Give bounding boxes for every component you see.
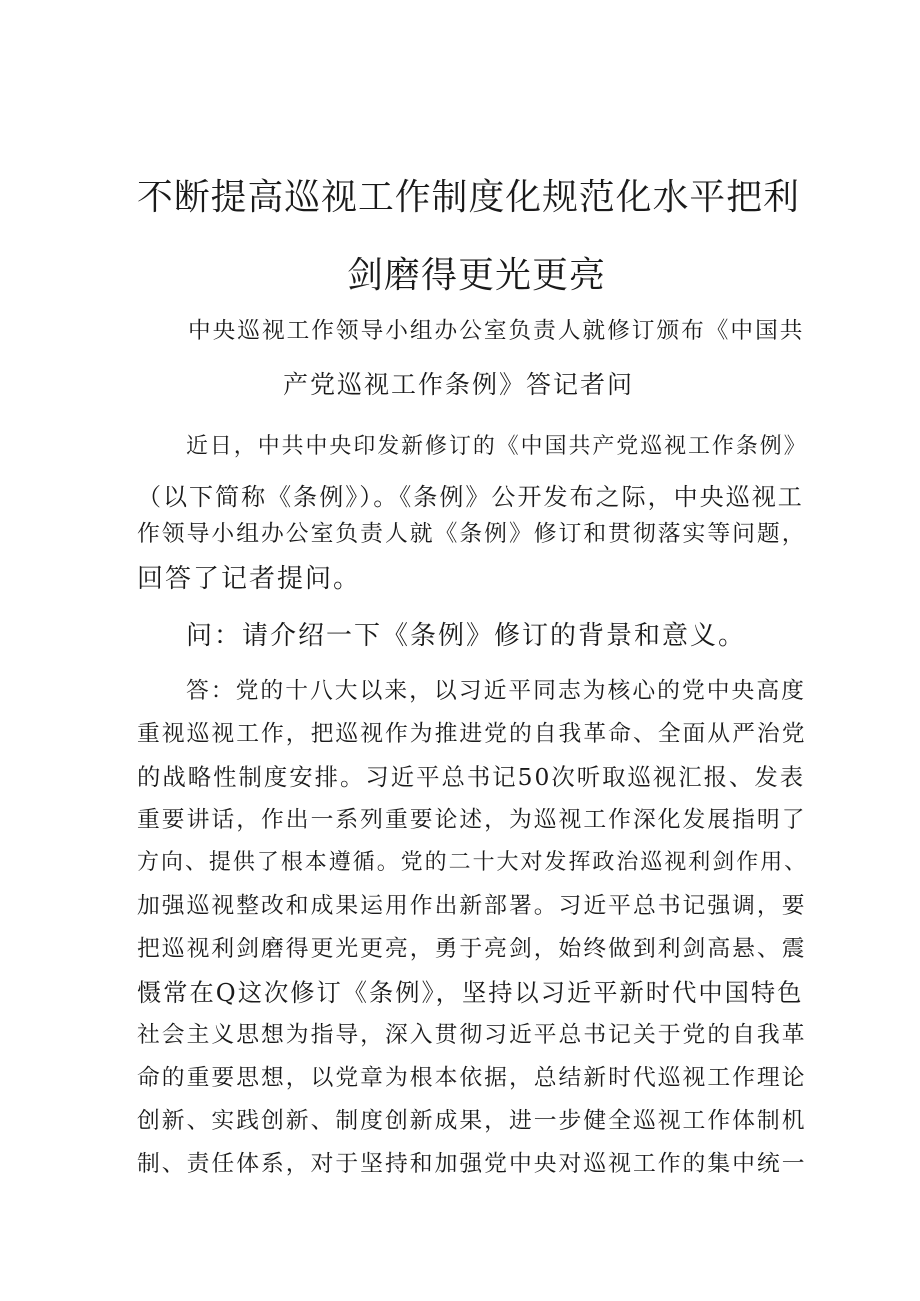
document-subtitle-line-1: 中央巡视工作领导小组办公室负责人就修订颁布《中国共 <box>188 318 805 344</box>
answer-line-11: 创新、实践创新、制度创新成果，进一步健全巡视工作体制机 <box>137 1108 807 1134</box>
paragraph-1-line-4: 回答了记者提问。 <box>137 564 362 594</box>
answer-line-5: 方向、提供了根本遵循。党的二十大对发挥政治巡视利剑作用、 <box>137 850 809 875</box>
paragraph-1-line-2: （以下简称《条例》）。《条例》公开发布之际，中央巡视工 <box>137 483 804 511</box>
answer-line-12: 制、责任体系，对于坚持和加强党中央对巡视工作的集中统一 <box>137 1151 807 1177</box>
answer-line-3: 的战略性制度安排。习近平总书记50次听取巡视汇报、发表 <box>137 763 806 791</box>
answer-line-10: 命的重要思想，以党章为根本依据，总结新时代巡视工作理论 <box>137 1065 807 1091</box>
document-title-line-1: 不断提高巡视工作制度化规范化水平把利 <box>137 177 800 218</box>
answer-line-4: 重要讲话，作出一系列重要论述，为巡视工作深化发展指明了 <box>137 807 807 833</box>
document-title-line-2: 剑磨得更光更亮 <box>347 255 607 296</box>
document-subtitle-line-2: 产党巡视工作条例》答记者问 <box>283 370 635 399</box>
answer-line-1: 答：党的十八大以来，以习近平同志为核心的党中央高度 <box>186 678 806 704</box>
answer-line-6: 加强巡视整改和成果运用作出新部署。习近平总书记强调，要 <box>137 893 807 919</box>
answer-line-7: 把巡视利剑磨得更光更亮，勇于亮剑，始终做到利剑高悬、震 <box>137 936 807 962</box>
paragraph-1-line-1: 近日，中共中央印发新修订的《中国共产党巡视工作条例》 <box>186 434 808 459</box>
paragraph-1-line-3: 作领导小组办公室负责人就《条例》修订和贯彻落实等问题， <box>137 521 807 547</box>
question-line: 问：请介绍一下《条例》修订的背景和意义。 <box>186 621 747 651</box>
answer-line-9: 社会主义思想为指导，深入贯彻习近平总书记关于党的自我革 <box>137 1022 807 1048</box>
answer-line-8: 慑常在Q这次修订《条例》，坚持以习近平新时代中国特色 <box>137 978 804 1007</box>
answer-line-2: 重视巡视工作，把巡视作为推进党的自我革命、全面从严治党 <box>137 721 807 747</box>
